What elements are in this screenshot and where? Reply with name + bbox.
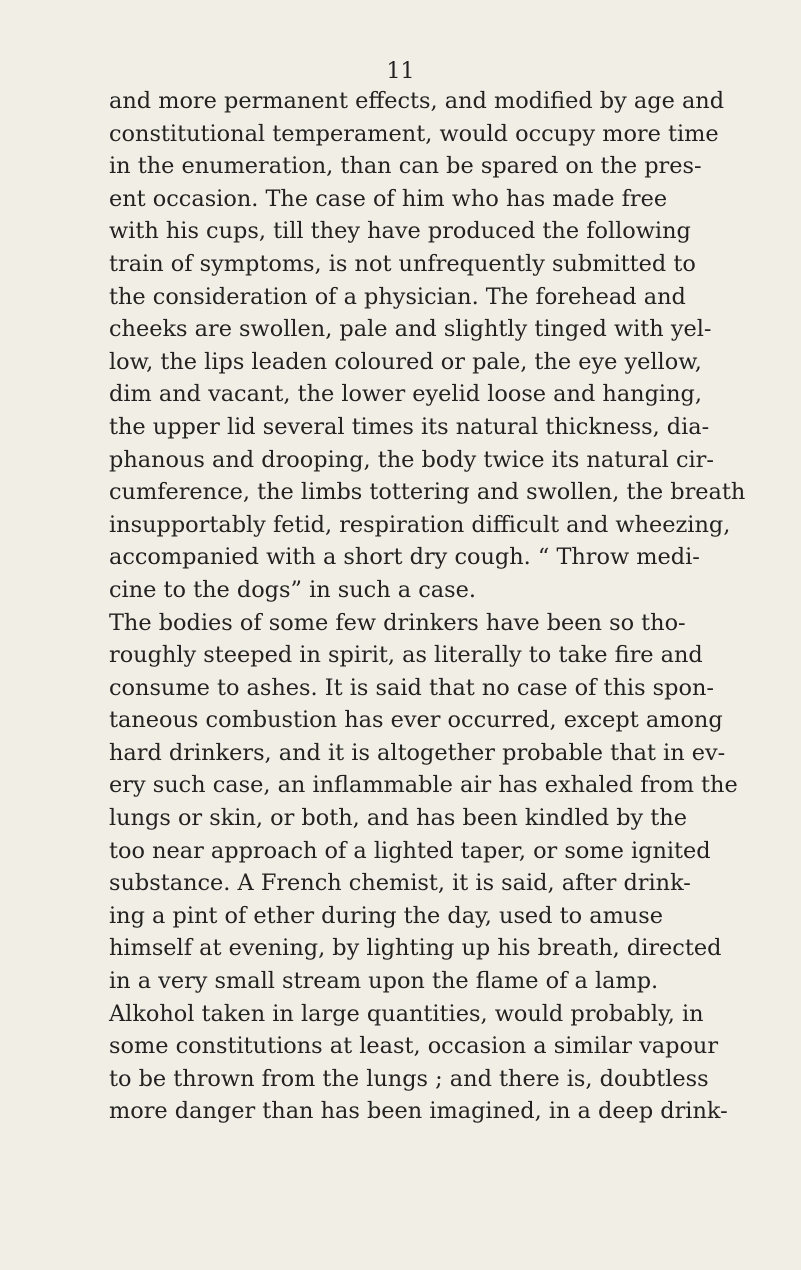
text-line: too near approach of a lighted taper, or some ignited [109,837,711,864]
text-line: substance. A French chemist, it is said, after drink- [109,870,691,897]
text-line: the upper lid several times its natural thickness, dia- [109,413,710,440]
text-line: train of symptoms, is not unfrequently submitted to [109,250,696,277]
text-line: more danger than has been imagined, in a deep drink- [109,1098,728,1125]
text-line: and more permanent effects, and modified by age and [109,88,725,114]
text-line: accompanied with a short dry cough. “ Throw medi- [109,544,700,571]
page-number: 11 [386,59,415,84]
text-line: dim and vacant, the lower eyelid loose and hanging, [109,381,702,408]
body-text [109,85,799,1128]
text-line: ery such case, an inflammable air has exhaled from the [109,772,738,799]
text-line: the consideration of a physician. The forehead and [109,283,686,310]
text-line: cine to the dogs” in such a case. [109,576,476,603]
text-line: to be thrown from the lungs ; and there is, doubtless [109,1065,709,1092]
text-line: lungs or skin, or both, and has been kindled by the [109,805,687,832]
text-line: consume to ashes. It is said that no case of this spon- [109,674,714,701]
text-line: ent occasion. The case of him who has made free [109,185,668,212]
text-line: in a very small stream upon the flame of a lamp. [109,968,659,995]
text-line: The bodies of some few drinkers have been so tho- [109,609,686,636]
text-line: hard drinkers, and it is altogether probable that in ev- [109,739,726,766]
text-line: in the enumeration, than can be spared on the pres- [109,153,702,180]
text-line: some constitutions at least, occasion a similar vapour [109,1033,719,1060]
text-line: phanous and drooping, the body twice its natural cir- [109,446,714,473]
text-line: Alkohol taken in large quantities, would probably, in [109,1000,704,1027]
text-line: roughly steeped in spirit, as literally to take fire and [109,642,703,669]
text-line: taneous combustion has ever occurred, except among [109,707,723,734]
text-line: low, the lips leaden coloured or pale, the eye yellow, [109,348,702,375]
text-line: himself at evening, by lighting up his breath, directed [109,935,722,962]
text-line: cumference, the limbs tottering and swollen, the breath [109,479,746,506]
text-line: ing a pint of ether during the day, used to amuse [109,902,663,929]
text-line: insupportably fetid, respiration difficult and wheezing, [109,511,731,538]
text-line: cheeks are swollen, pale and slightly tinged with yel- [109,316,712,343]
text-line: with his cups, till they have produced the following [109,218,691,245]
text-line: constitutional temperament, would occupy more time [109,120,719,147]
